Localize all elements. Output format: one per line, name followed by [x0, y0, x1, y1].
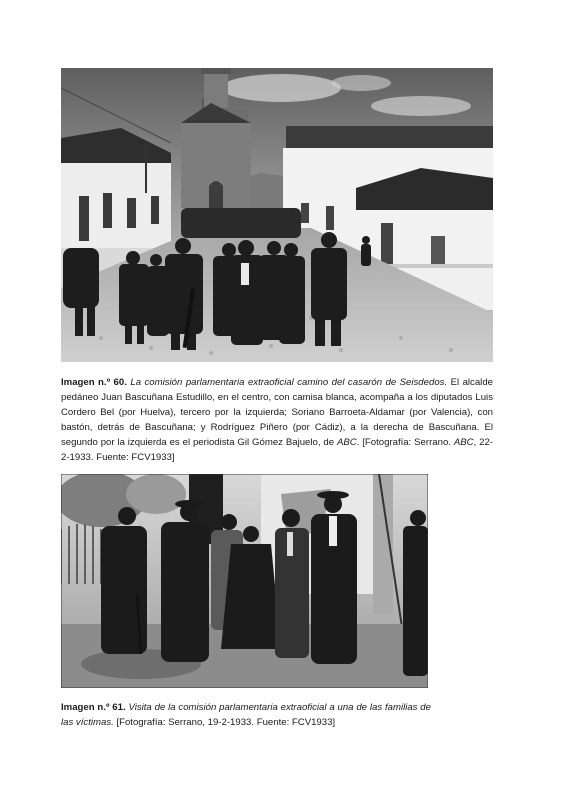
source-name: ABC [453, 437, 474, 448]
figure-label: Imagen n.º 60. [61, 377, 127, 388]
figure-caption-60 [61, 375, 493, 465]
photo-street-procession [61, 68, 493, 362]
figure-description: El alcalde pedáneo Juan Bascuñana Estudillo, en el centro, con camisa blanca, acompaña a los diputados Luis Cordero Bel (por Huelva), tercero por la izquierda; Soriano Barroeta-Aldamar (por Valencia), con bastón, detrás de Bascuñana; y Rodríguez Piñero (por Cádiz), a la derecha de Bascuñana. El segundo por la izquierda es el periodista Gil Gómez Bajuelo, de [61, 377, 493, 448]
figure-label: Imagen n.º 61. [61, 702, 126, 713]
photo-family-visit [61, 474, 428, 688]
photo-family-visit-image [61, 474, 428, 688]
newspaper-name: ABC [336, 437, 357, 448]
figure-caption-61 [61, 700, 431, 730]
figure-title: La comisión parlamentaria extraoficial camino del casarón de Seisdedos. [130, 377, 448, 388]
photo-street-procession-image [61, 68, 493, 362]
figure-title: Visita de la comisión parlamentaria extraoficial a una de las familias de las víctimas. [61, 702, 431, 728]
figure-source: , 22-2-1933. Fuente: FCV1933] [61, 437, 493, 463]
figure-description-cont: . [Fotografía: Serrano. [356, 437, 454, 448]
figure-source: [Fotografía: Serrano, 19-2-1933. Fuente: FCV1933] [113, 717, 336, 728]
